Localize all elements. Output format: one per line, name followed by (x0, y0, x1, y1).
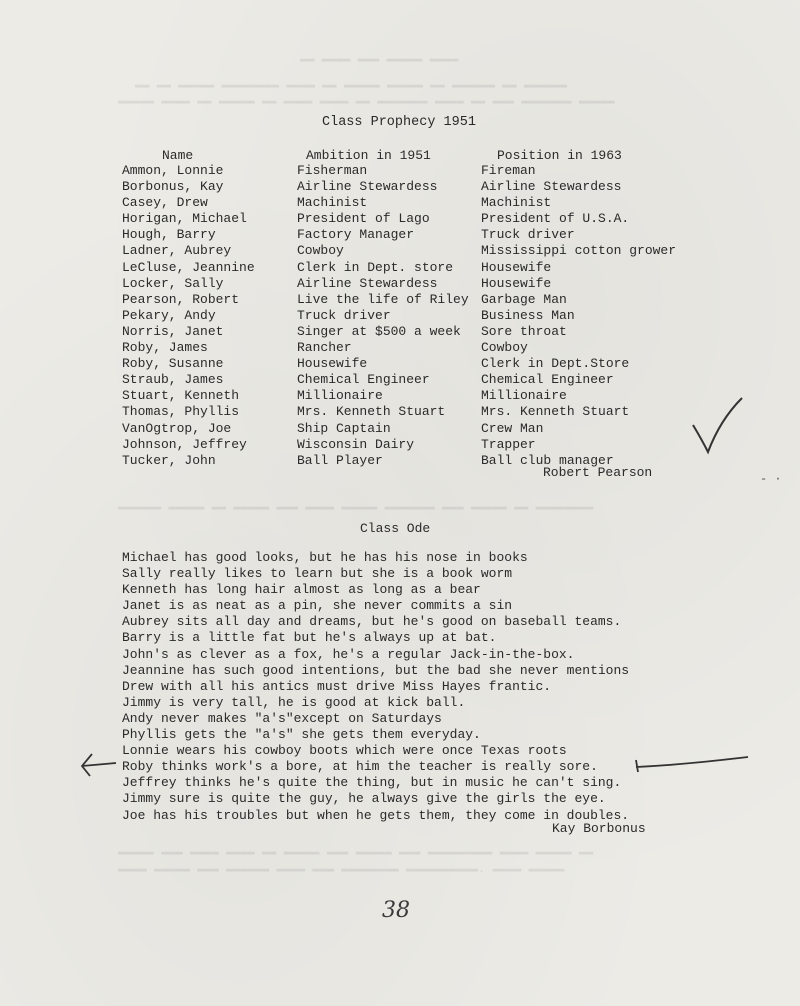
row-ambition: Airline Stewardess (297, 275, 438, 291)
row-position: Ball club manager (481, 452, 614, 468)
row-position: Clerk in Dept.Store (481, 356, 630, 372)
row-name: Pearson, Robert (122, 291, 240, 307)
row-position: Housewife (481, 275, 552, 291)
row-name: LeCluse, Jeannine (122, 259, 255, 275)
ode-line: Jimmy sure is quite the guy, he always give the girls the eye. (122, 791, 606, 807)
header-ambition: Ambition in 1951 (306, 148, 431, 163)
row-name: Borbonus, Kay (122, 179, 224, 195)
tick-mark-icon: - · (760, 472, 782, 486)
row-ambition: Housewife (297, 356, 368, 372)
ode-line: Sally really likes to learn but she is a book worm (122, 566, 513, 582)
row-name: VanOgtrop, Joe (122, 420, 232, 436)
row-ambition: Mrs. Kenneth Stuart (297, 404, 446, 420)
row-ambition: Clerk in Dept. store (297, 259, 454, 275)
row-position: President of U.S.A. (481, 211, 630, 227)
row-ambition: Singer at $500 a week (297, 323, 461, 339)
row-position: Crew Man (481, 420, 544, 436)
row-position: Machinist (481, 195, 552, 211)
ode-line: Kenneth has long hair almost as long as a bear (122, 582, 481, 598)
row-name: Ladner, Aubrey (122, 243, 232, 259)
ode-line: John's as clever as a fox, he's a regular Jack-in-the-box. (122, 646, 575, 662)
ode-line: Aubrey sits all day and dreams, but he's good on baseball teams. (122, 614, 622, 630)
ode-line: Jeannine has such good intentions, but the bad she never mentions (122, 662, 630, 678)
header-position: Position in 1963 (497, 148, 622, 163)
row-position: Airline Stewardess (481, 179, 622, 195)
row-ambition: Ship Captain (297, 420, 391, 436)
row-ambition: Live the life of Riley (297, 291, 469, 307)
pen-line-icon (636, 757, 748, 772)
left-arrow-icon (82, 754, 116, 776)
header-name: Name (162, 148, 194, 163)
row-name: Stuart, Kenneth (122, 388, 240, 404)
ode-line: Drew with all his antics must drive Miss Hayes frantic. (122, 678, 552, 694)
row-name: Roby, Susanne (122, 356, 224, 372)
ode-line: Janet is as neat as a pin, she never commits a sin (122, 598, 513, 614)
row-position: Sore throat (481, 323, 567, 339)
row-position: Cowboy (481, 340, 528, 356)
row-name: Casey, Drew (122, 195, 208, 211)
row-name: Norris, Janet (122, 323, 224, 339)
bleed-through-text: ▬▬▬▬▬▬ ▬▬▬▬▬ ▬▬ ▬▬▬▬▬ ▬▬▬ ▬▬▬▬ ▬▬▬▬▬ ▬▬▬▬▬▬▬ ▬▬▬ ▬▬▬▬▬ ▬▬ ▬▬▬▬▬▬▬▬ (118, 500, 594, 514)
row-ambition: Wisconsin Dairy (297, 436, 415, 452)
ode-line: Phyllis gets the "a's" she gets them everyday. (122, 727, 481, 743)
row-name: Horigan, Michael (122, 211, 247, 227)
row-ambition: President of Lago (297, 211, 430, 227)
prophecy-signature: Robert Pearson (543, 465, 653, 480)
row-ambition: Millionaire (297, 388, 383, 404)
ode-line: Andy never makes "a's"except on Saturdays (122, 710, 442, 726)
row-name: Roby, James (122, 340, 208, 356)
row-position: Fireman (481, 163, 536, 178)
checkmark-icon (693, 398, 742, 452)
prophecy-title: Class Prophecy 1951 (322, 115, 476, 130)
row-position: Truck driver (481, 227, 575, 243)
row-name: Tucker, John (122, 452, 216, 468)
bleed-through-text: ▬▬ ▬▬▬▬ ▬▬▬ ▬▬▬▬▬ ▬▬▬▬ (300, 52, 459, 66)
ode-line: Jimmy is very tall, he is good at kick ball. (122, 694, 466, 710)
ode-line: Barry is a little fat but he's always up at bat. (122, 630, 497, 646)
row-position: Housewife (481, 259, 552, 275)
row-name: Pekary, Andy (122, 307, 216, 323)
ode-signature: Kay Borbonus (552, 821, 646, 836)
row-position: Chemical Engineer (481, 372, 614, 388)
row-name: Johnson, Jeffrey (122, 436, 247, 452)
page-number: 38 (382, 898, 410, 923)
row-ambition: Rancher (297, 340, 352, 356)
bleed-through-text: ▬▬▬▬ ▬▬▬▬▬ ▬▬▬ ▬▬▬▬▬▬ ▬▬▬▬ ▬▬▬ ▬▬▬▬▬▬▬▬ ▬▬▬▬▬▬▬▬▬▬. ▬▬▬▬ ▬▬▬▬▬ (118, 862, 565, 876)
ode-line: Roby thinks work's a bore, at him the teacher is really sore. (122, 759, 598, 775)
row-name: Straub, James (122, 372, 224, 388)
ode-title: Class Ode (360, 521, 431, 536)
row-name: Hough, Barry (122, 227, 216, 243)
row-name: Locker, Sally (122, 275, 224, 291)
row-position: Trapper (481, 436, 536, 452)
row-name: Ammon, Lonnie (122, 163, 224, 178)
row-ambition: Fisherman (297, 163, 368, 178)
row-position: Millionaire (481, 388, 567, 404)
row-ambition: Chemical Engineer (297, 372, 430, 388)
row-ambition: Truck driver (297, 307, 391, 323)
bleed-through-text: ▬▬▬▬▬ ▬▬▬▬ ▬▬ ▬▬▬▬▬ ▬▬ ▬▬▬▬ ▬▬▬▬ ▬▬ ▬▬▬▬▬▬▬ ▬▬▬▬ ▬▬ ▬▬▬ ▬▬▬▬▬▬▬ ▬▬▬▬▬ (118, 94, 615, 108)
row-ambition: Airline Stewardess (297, 179, 438, 195)
row-position: Mrs. Kenneth Stuart (481, 404, 630, 420)
ode-line: Lonnie wears his cowboy boots which were once Texas roots (122, 743, 567, 759)
row-name: Thomas, Phyllis (122, 404, 240, 420)
row-position: Business Man (481, 307, 575, 323)
ode-line: Jeffrey thinks he's quite the thing, but in music he can't sing. (122, 775, 622, 791)
ode-line: Joe has his troubles but when he gets them, they come in doubles. (122, 807, 630, 823)
row-ambition: Cowboy (297, 243, 344, 259)
row-position: Mississippi cotton grower (481, 243, 677, 259)
row-ambition: Ball Player (297, 452, 383, 468)
bleed-through-text: ▬▬ ▬▬ ▬▬▬▬▬ ▬▬▬▬▬▬▬▬ ▬▬▬▬ ▬▬ ▬▬▬▬▬ ▬▬▬▬▬ ▬▬ ▬▬▬▬▬▬ ▬▬ ▬▬▬▬▬▬ (135, 78, 568, 92)
row-ambition: Machinist (297, 195, 368, 211)
row-ambition: Factory Manager (297, 227, 415, 243)
row-position: Garbage Man (481, 291, 567, 307)
bleed-through-text: ▬▬▬▬▬ ▬▬▬ ▬▬▬▬ ▬▬▬▬ ▬▬ ▬▬▬▬▬ ▬▬▬ ▬▬▬▬▬ ▬▬▬ ▬▬▬▬▬▬▬▬▬ ▬▬▬▬ ▬▬▬▬▬ ▬▬ (118, 845, 594, 859)
ode-line: Michael has good looks, but he has his nose in books (122, 550, 528, 565)
